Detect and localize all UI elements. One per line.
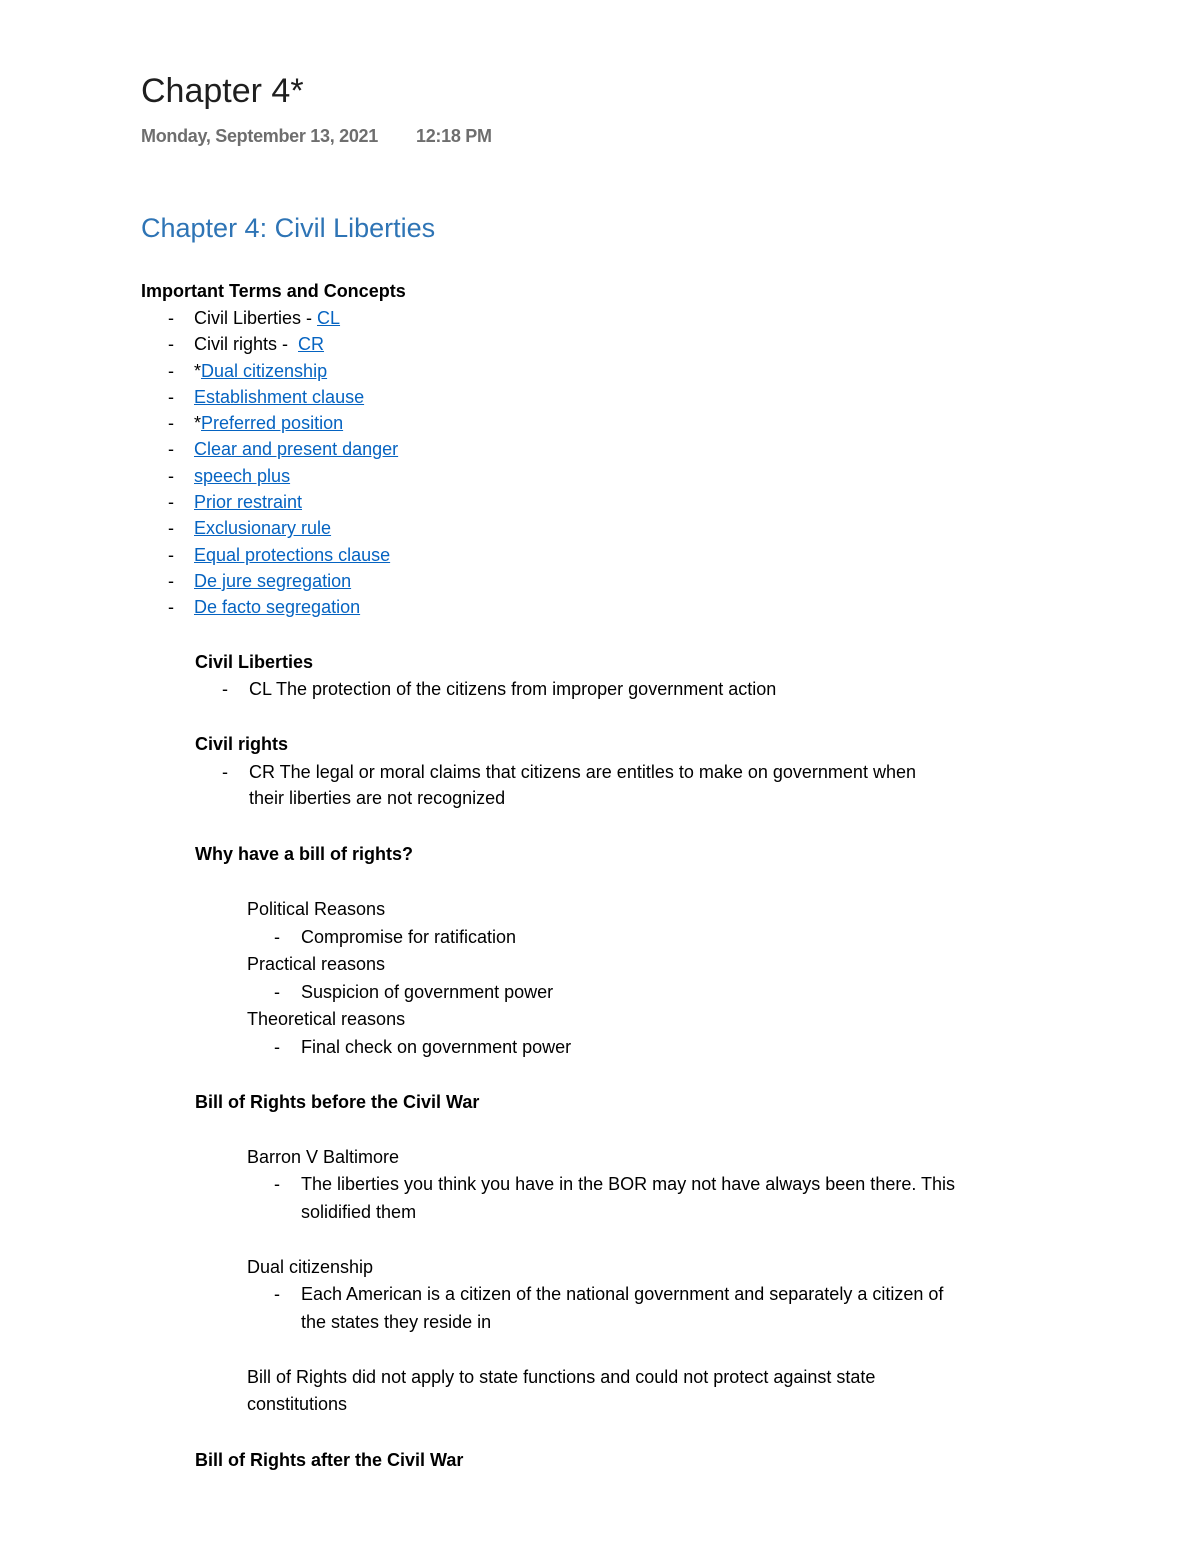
note-line-2: constitutions: [247, 1394, 348, 1414]
term-link-exclusionary-rule[interactable]: Exclusionary rule: [194, 518, 332, 539]
list-item: - Prior restraint: [168, 492, 303, 513]
page-title: Chapter 4*: [141, 72, 304, 110]
practical-reasons: Practical reasons: [247, 954, 386, 974]
chapter-heading: Chapter 4: Civil Liberties: [141, 213, 436, 243]
term-link-prior-restraint[interactable]: Prior restraint: [194, 492, 303, 513]
term-link-cl[interactable]: CL: [317, 308, 341, 328]
list-item: - Equal protections clause: [168, 544, 391, 565]
item-text: Final check on government power: [301, 1037, 572, 1057]
term-link-establishment-clause[interactable]: Establishment clause: [194, 386, 365, 407]
list-item: - Exclusionary rule: [168, 518, 332, 539]
item-text: Suspicion of government power: [301, 982, 554, 1002]
term-link-cr[interactable]: CR: [298, 334, 325, 355]
term-link-preferred-position[interactable]: Preferred position: [201, 413, 344, 434]
definition-line-2: their liberties are not recognized: [249, 788, 506, 808]
why-bill-title: Why have a bill of rights?: [195, 844, 414, 864]
terms-section-title: Important Terms and Concepts: [141, 281, 406, 301]
term-link-de-jure-segregation[interactable]: De jure segregation: [194, 570, 352, 591]
term-prefix: *: [194, 413, 202, 434]
list-item: - Civil rights - CR: [168, 334, 325, 355]
political-reasons: Political Reasons: [247, 899, 386, 919]
note-page: Chapter 4* Monday, September 13, 2021 12:18 PM Chapter 4: Civil Liberties Important Terms and Concepts - Civil Liberties - CL - Civil rights - CR - *Dual citizenship - Establishment clause - *Preferred position - Clear and present danger - speech plus - Prior restraint - Exclusionary rule - Equal protections clause - De jure segregation - De facto segregation Civil Liberties - CL The protection of the citizens from improper government action Civil rights - CR The legal or moral claims that citizens are entitles to make on government when their liberties are not recognized Why have a bill of rights? Political Reasons - Compromise for ratification Practical reasons - Suspicion of government power Theoretical reasons - Final check on government power Bill of Rights before the Civil War Barron V Baltimore - The liberties you think you have in the BOR may not have always been there. This solidified them Dual citizenship - Each American is a citizen of the national government and separately a citizen of the states they reside in Bill of Rights did not apply to state functions and could not protect against state constitutions Bill of Rights after the Civil War: [0, 0, 1200, 1553]
term-link-clear-and-present-danger[interactable]: Clear and present danger: [194, 439, 399, 460]
civil-liberties-title: Civil Liberties: [195, 652, 314, 672]
page-date: Monday, September 13, 2021: [141, 126, 378, 146]
after-war-title: Bill of Rights after the Civil War: [195, 1450, 464, 1470]
terms-list: [168, 305, 398, 621]
item-line-1: Each American is a citizen of the national government and separately a citizen of: [301, 1284, 944, 1304]
term-prefix: Civil Liberties -: [194, 308, 318, 328]
barron-case: Barron V Baltimore: [247, 1147, 400, 1167]
dual-citizenship-subtitle: Dual citizenship: [247, 1257, 374, 1277]
item-line-1: The liberties you think you have in the BOR may not have always been there. This: [301, 1174, 956, 1194]
item-line-2: the states they reside in: [301, 1312, 492, 1332]
term-link-equal-protections-clause[interactable]: Equal protections clause: [194, 544, 391, 565]
list-item: - Civil Liberties - CL: [168, 308, 341, 328]
item-text: Compromise for ratification: [301, 927, 517, 947]
list-item: - De facto segregation: [168, 597, 361, 618]
before-war-title: Bill of Rights before the Civil War: [195, 1092, 480, 1112]
list-item: - speech plus: [168, 465, 291, 486]
term-link-speech-plus[interactable]: speech plus: [194, 465, 291, 486]
item-line-2: solidified them: [301, 1202, 417, 1222]
term-prefix: Civil rights -: [194, 334, 299, 355]
note-line-1: Bill of Rights did not apply to state functions and could not protect against state: [247, 1367, 876, 1387]
list-item: - De jure segregation: [168, 570, 352, 591]
list-item: - *Preferred position: [168, 413, 344, 434]
list-item: - *Dual citizenship: [168, 360, 328, 381]
list-item: - Establishment clause: [168, 386, 365, 407]
list-item: - Clear and present danger: [168, 439, 399, 460]
definition-line-1: CR The legal or moral claims that citizens are entitles to make on government when: [249, 762, 916, 782]
page-time: 12:18 PM: [416, 126, 492, 146]
term-prefix: *: [194, 360, 202, 381]
civil-rights-title: Civil rights: [195, 734, 289, 754]
term-link-dual-citizenship[interactable]: Dual citizenship: [201, 360, 328, 381]
theoretical-reasons: Theoretical reasons: [247, 1009, 406, 1029]
term-link-de-facto-segregation[interactable]: De facto segregation: [194, 597, 361, 618]
definition-text: CL The protection of the citizens from improper government action: [249, 679, 777, 699]
